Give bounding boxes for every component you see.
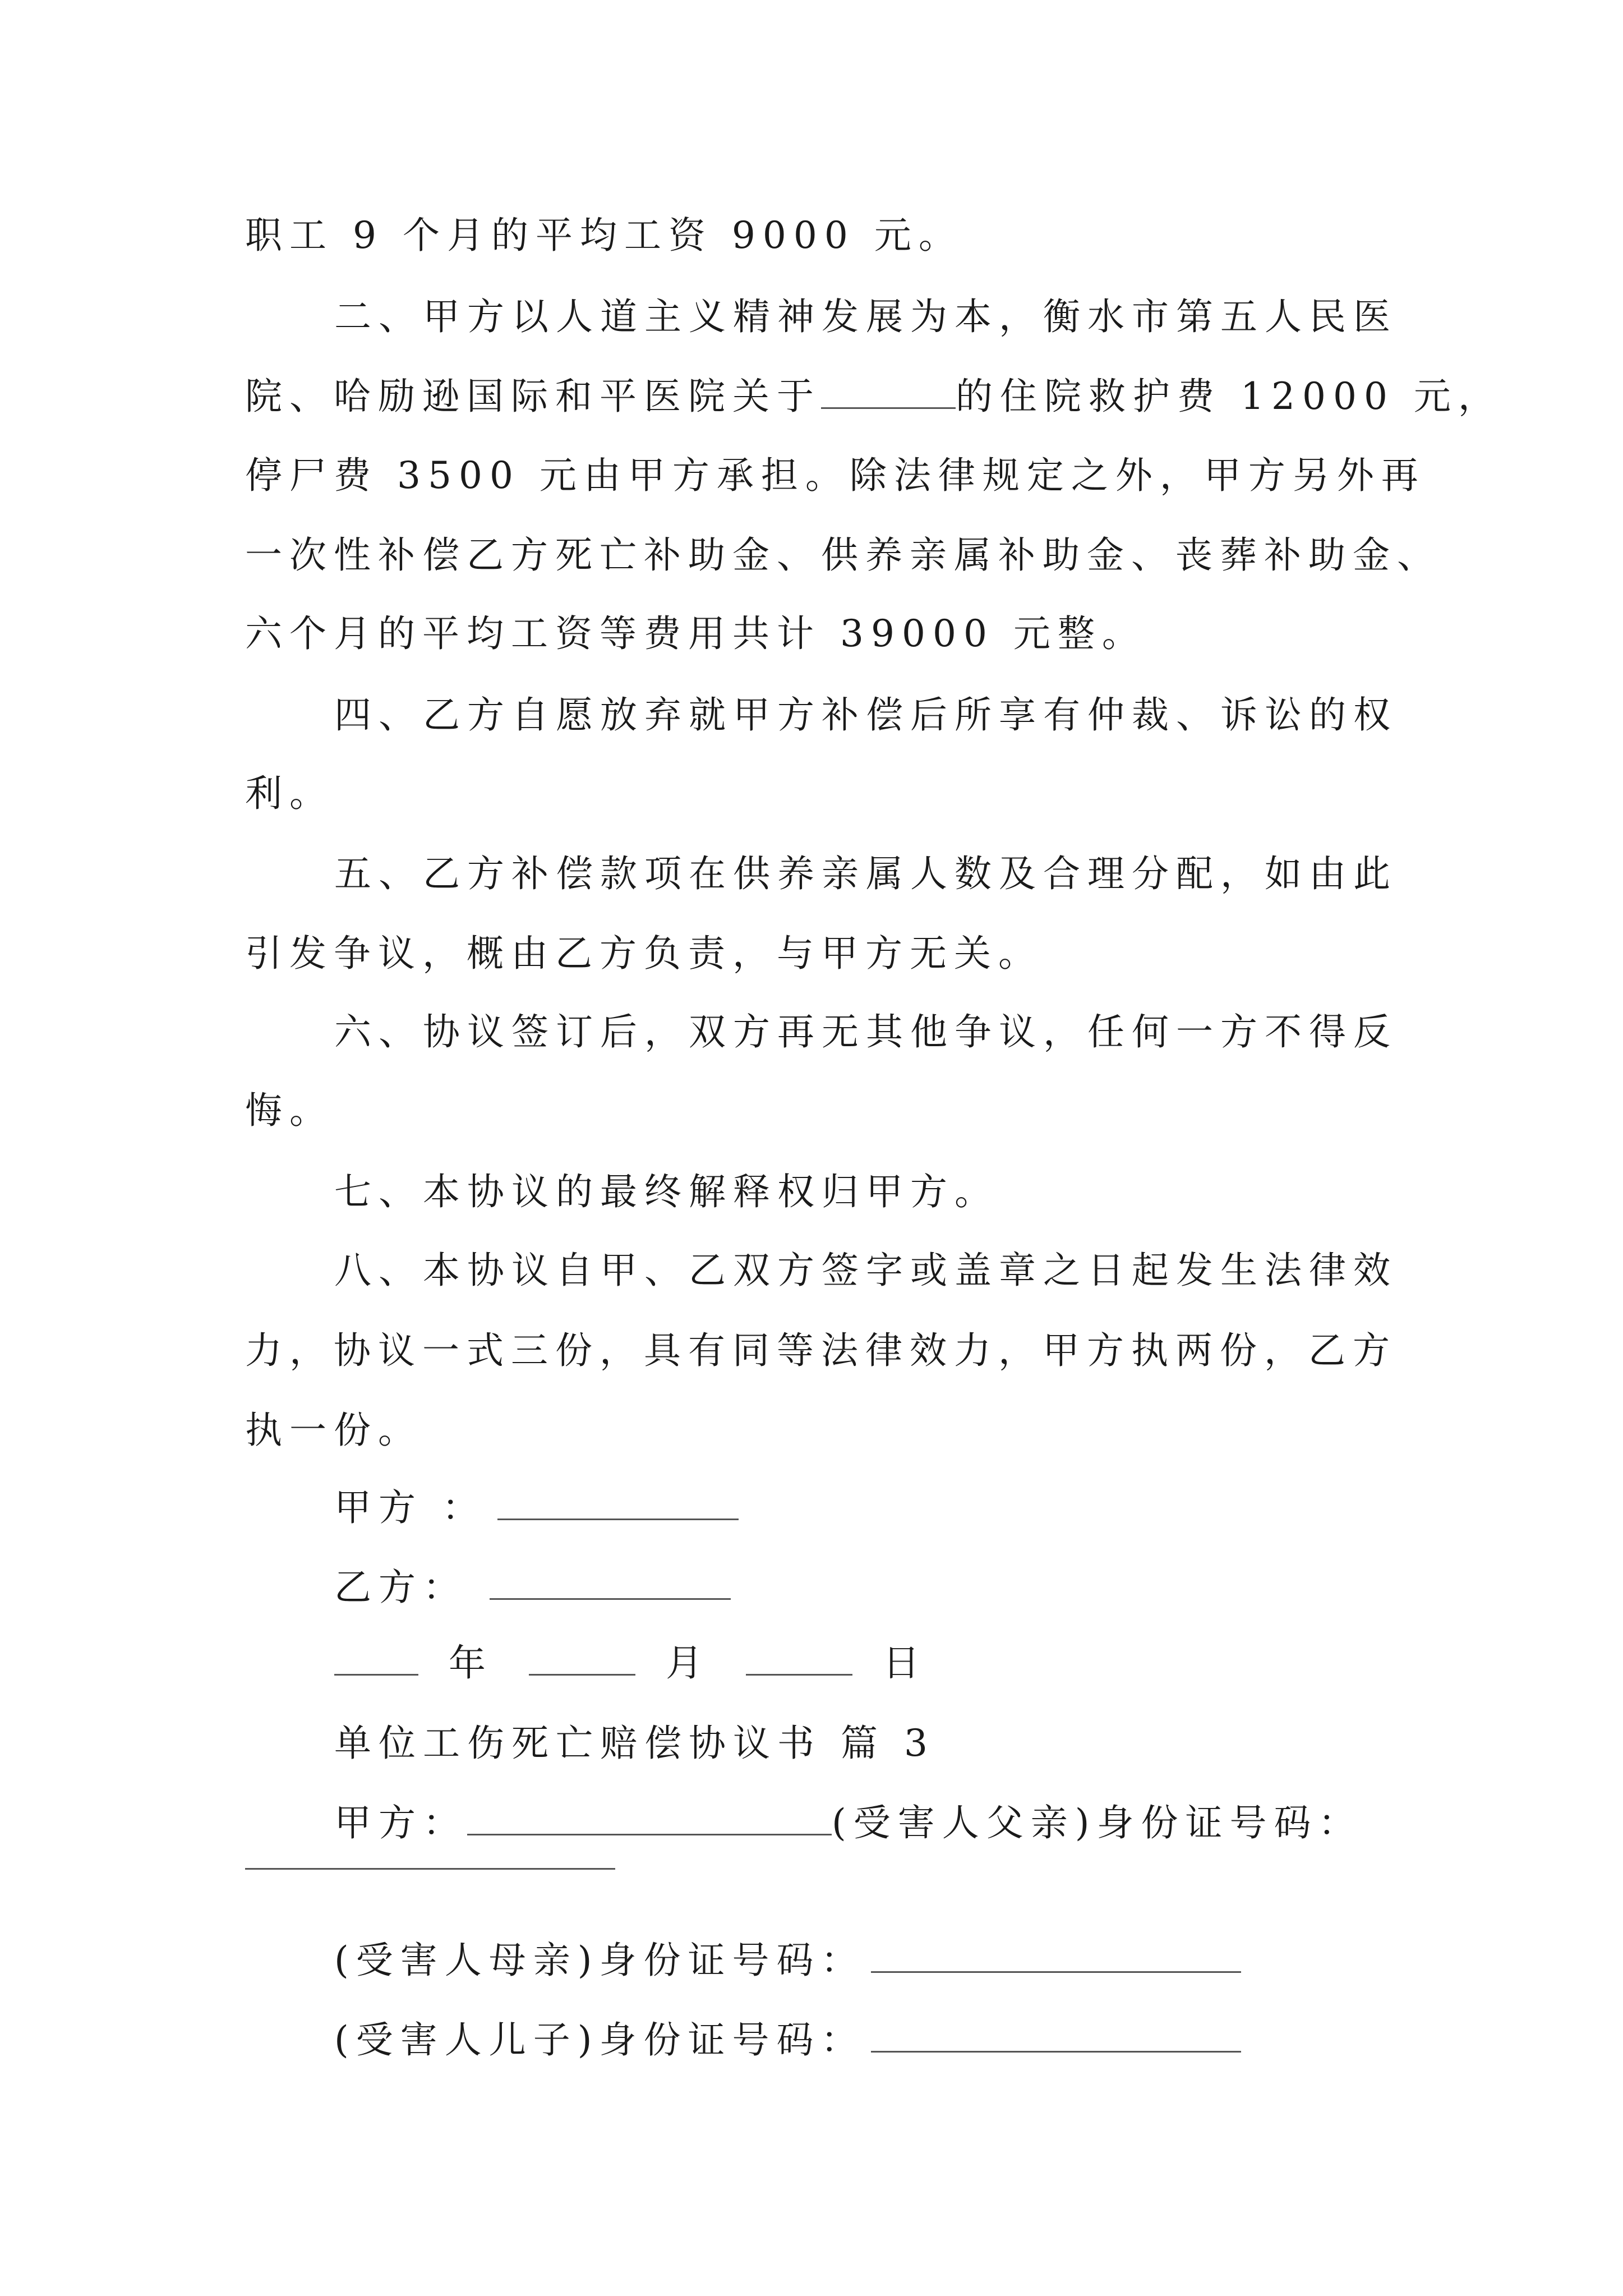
clause-seven-line: 七、本协议的最终解释权归甲方。 [334,1170,999,1213]
party-a-blank [497,1486,739,1520]
mother-id-blank [871,1939,1241,1973]
clause-eight-line: 八、本协议自甲、乙双方签字或盖章之日起发生法律效 [334,1249,1398,1292]
clause-eight-line: 执一份。 [245,1409,422,1452]
clause-two-text: 的住院救护费 12000 元， [956,375,1502,418]
party-a-label: 甲方 ： [334,1486,486,1529]
blank-line [821,375,956,409]
mother-id-label: (受害人母亲)身份证号码： [334,1939,865,1982]
day-blank [746,1641,852,1676]
clause-two-line [245,374,1502,419]
clause-two-line: 六个月的平均工资等费用共计 39000 元整。 [245,612,1146,655]
clause-two-text: 院、哈励逊国际和平医院关于 [245,375,821,418]
son-id-label: (受害人儿子)身份证号码： [334,2018,865,2062]
party-a-label: 甲方： [334,1801,467,1844]
clause-five-line: 五、乙方补偿款项在供养亲属人数及合理分配，如由此 [334,852,1398,895]
party-b-blank [490,1566,731,1600]
paragraph-line: 职工 9 个月的平均工资 9000 元。 [245,214,963,257]
clause-four-line: 利。 [245,772,334,815]
party-b-signature-line [334,1565,731,1610]
clause-two-line: 停尸费 3500 元由甲方承担。除法律规定之外，甲方另外再 [245,454,1426,497]
year-blank [334,1641,418,1676]
year-label: 年 [448,1641,493,1685]
son-id-line [334,2018,1241,2063]
party-a-id-line [334,1801,1363,1846]
clause-six-line: 悔。 [245,1089,334,1132]
clause-two-line: 二、甲方以人道主义精神发展为本，衡水市第五人民医 [334,295,1398,338]
party-a-name-blank [467,1801,832,1835]
month-label: 月 [665,1641,710,1685]
clause-five-line: 引发争议，概由乙方负责，与甲方无关。 [245,932,1043,975]
clause-eight-line: 力，协议一式三份，具有同等法律效力，甲方执两份，乙方 [245,1329,1397,1372]
father-id-label: (受害人父亲)身份证号码： [832,1801,1363,1844]
month-blank [529,1641,635,1676]
day-label: 日 [882,1641,927,1685]
party-a-signature-line [334,1485,739,1530]
son-id-blank [871,2018,1241,2053]
clause-six-line: 六、协议签订后，双方再无其他争议，任何一方不得反 [334,1010,1398,1053]
section-title: 单位工伤死亡赔偿协议书 篇 3 [334,1722,935,1765]
party-b-label: 乙方： [334,1566,467,1609]
id-number-blank [245,1868,615,1870]
clause-four-line: 四、乙方自愿放弃就甲方补偿后所享有仲裁、诉讼的权 [334,693,1398,737]
date-line [334,1641,927,1686]
mother-id-line [334,1938,1241,1983]
clause-two-line: 一次性补偿乙方死亡补助金、供养亲属补助金、丧葬补助金、 [245,533,1441,577]
